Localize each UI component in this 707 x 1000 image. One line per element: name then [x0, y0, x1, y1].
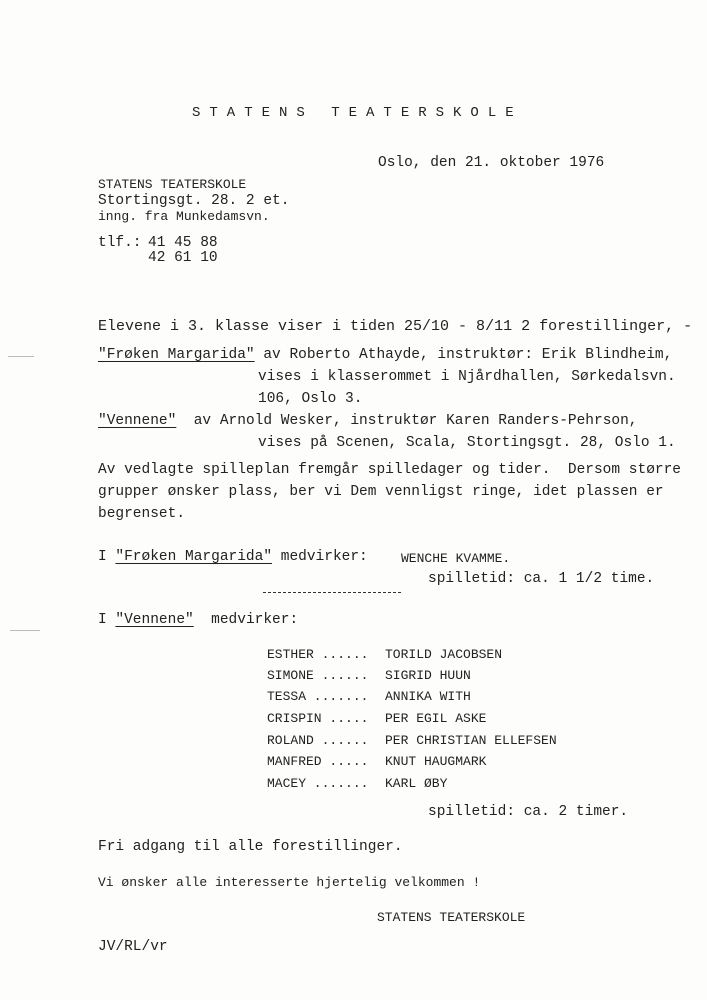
cast-role: TESSA ....... [267, 689, 369, 704]
cast2-prefix: I [98, 612, 116, 628]
play1-line1 [98, 346, 672, 364]
phone-number-2: 42 61 10 [148, 250, 218, 266]
cast-actor: TORILD JACOBSEN [385, 647, 503, 662]
cast-row [267, 711, 486, 727]
cast-role: MANFRED ..... [267, 754, 369, 769]
paragraph-line2: grupper ønsker plass, ber vi Dem vennligst ringe, idet plassen er [98, 484, 664, 500]
play1-line3: 106, Oslo 3. [258, 391, 363, 407]
play2-line1 [98, 412, 638, 430]
cast1-play-title: "Frøken Margarida" [115, 549, 273, 565]
cast-row [267, 689, 471, 705]
closing-line1: Fri adgang til alle forestillinger. [98, 839, 403, 855]
cast-row [267, 668, 471, 684]
cast2-heading [98, 611, 298, 629]
cast1-playtime: spilletid: ca. 1 1/2 time. [428, 571, 655, 587]
cast-role: CRISPIN ..... [267, 711, 369, 726]
cast1-actor: WENCHE KVAMME. [401, 551, 511, 566]
cast-row [267, 733, 557, 749]
cast-role: MACEY ....... [267, 776, 369, 791]
play2-line1-rest: av Arnold Wesker, instruktør Karen Randers-Pehrson, [176, 413, 638, 429]
play2-title: "Vennene" [98, 413, 177, 429]
cast-actor: SIGRID HUUN [385, 668, 471, 683]
closing-line2: Vi ønsker alle interesserte hjertelig velkommen ! [98, 875, 481, 890]
cast-row [267, 754, 486, 770]
cast-row [267, 776, 447, 792]
cast2-playtime: spilletid: ca. 2 timer. [428, 804, 629, 820]
letterhead-title: STATENS TEATERSKOLE [192, 105, 523, 121]
margin-punch-mark [10, 630, 40, 631]
cast-actor: ANNIKA WITH [385, 689, 471, 704]
address-entrance: inng. fra Munkedamsvn. [98, 209, 270, 224]
signature: STATENS TEATERSKOLE [377, 910, 526, 925]
date-line: Oslo, den 21. oktober 1976 [378, 155, 605, 171]
paragraph-line1: Av vedlagte spilleplan fremgår spilledager og tider. Dersom større [98, 462, 681, 478]
cast-role: ESTHER ...... [267, 647, 369, 662]
phone-label: tlf.: [98, 235, 142, 251]
cast1-heading [98, 548, 368, 566]
cast-row [267, 647, 502, 663]
cast-actor: KNUT HAUGMARK [385, 754, 487, 769]
intro-line: Elevene i 3. klasse viser i tiden 25/10 - 8/11 2 forestillinger, - [98, 318, 693, 335]
play1-line2: vises i klasserommet i Njårdhallen, Sørkedalsvn. [258, 369, 676, 385]
cast-actor: PER EGIL ASKE [385, 711, 487, 726]
cast-actor: PER CHRISTIAN ELLEFSEN [385, 733, 557, 748]
cast2-suffix: medvirker: [193, 612, 299, 628]
play2-line2: vises på Scenen, Scala, Stortingsgt. 28, Oslo 1. [258, 435, 676, 451]
cast-role: ROLAND ...... [267, 733, 369, 748]
cast1-prefix: I [98, 549, 116, 565]
address-name: STATENS TEATERSKOLE [98, 177, 247, 192]
cast2-play-title: "Vennene" [115, 612, 194, 628]
address-street: Stortingsgt. 28. 2 et. [98, 193, 290, 209]
initials: JV/RL/vr [98, 939, 168, 955]
paragraph-line3: begrenset. [98, 506, 186, 522]
cast1-suffix: medvirker: [272, 549, 368, 565]
cast-actor: KARL ØBY [385, 776, 448, 791]
cast-role: SIMONE ...... [267, 668, 369, 683]
play1-title: "Frøken Margarida" [98, 347, 255, 363]
phone-number-1: 41 45 88 [148, 235, 218, 251]
play1-line1-rest: av Roberto Athayde, instruktør: Erik Blindheim, [254, 347, 673, 363]
margin-punch-mark [8, 356, 34, 357]
separator-dashes [263, 592, 401, 593]
